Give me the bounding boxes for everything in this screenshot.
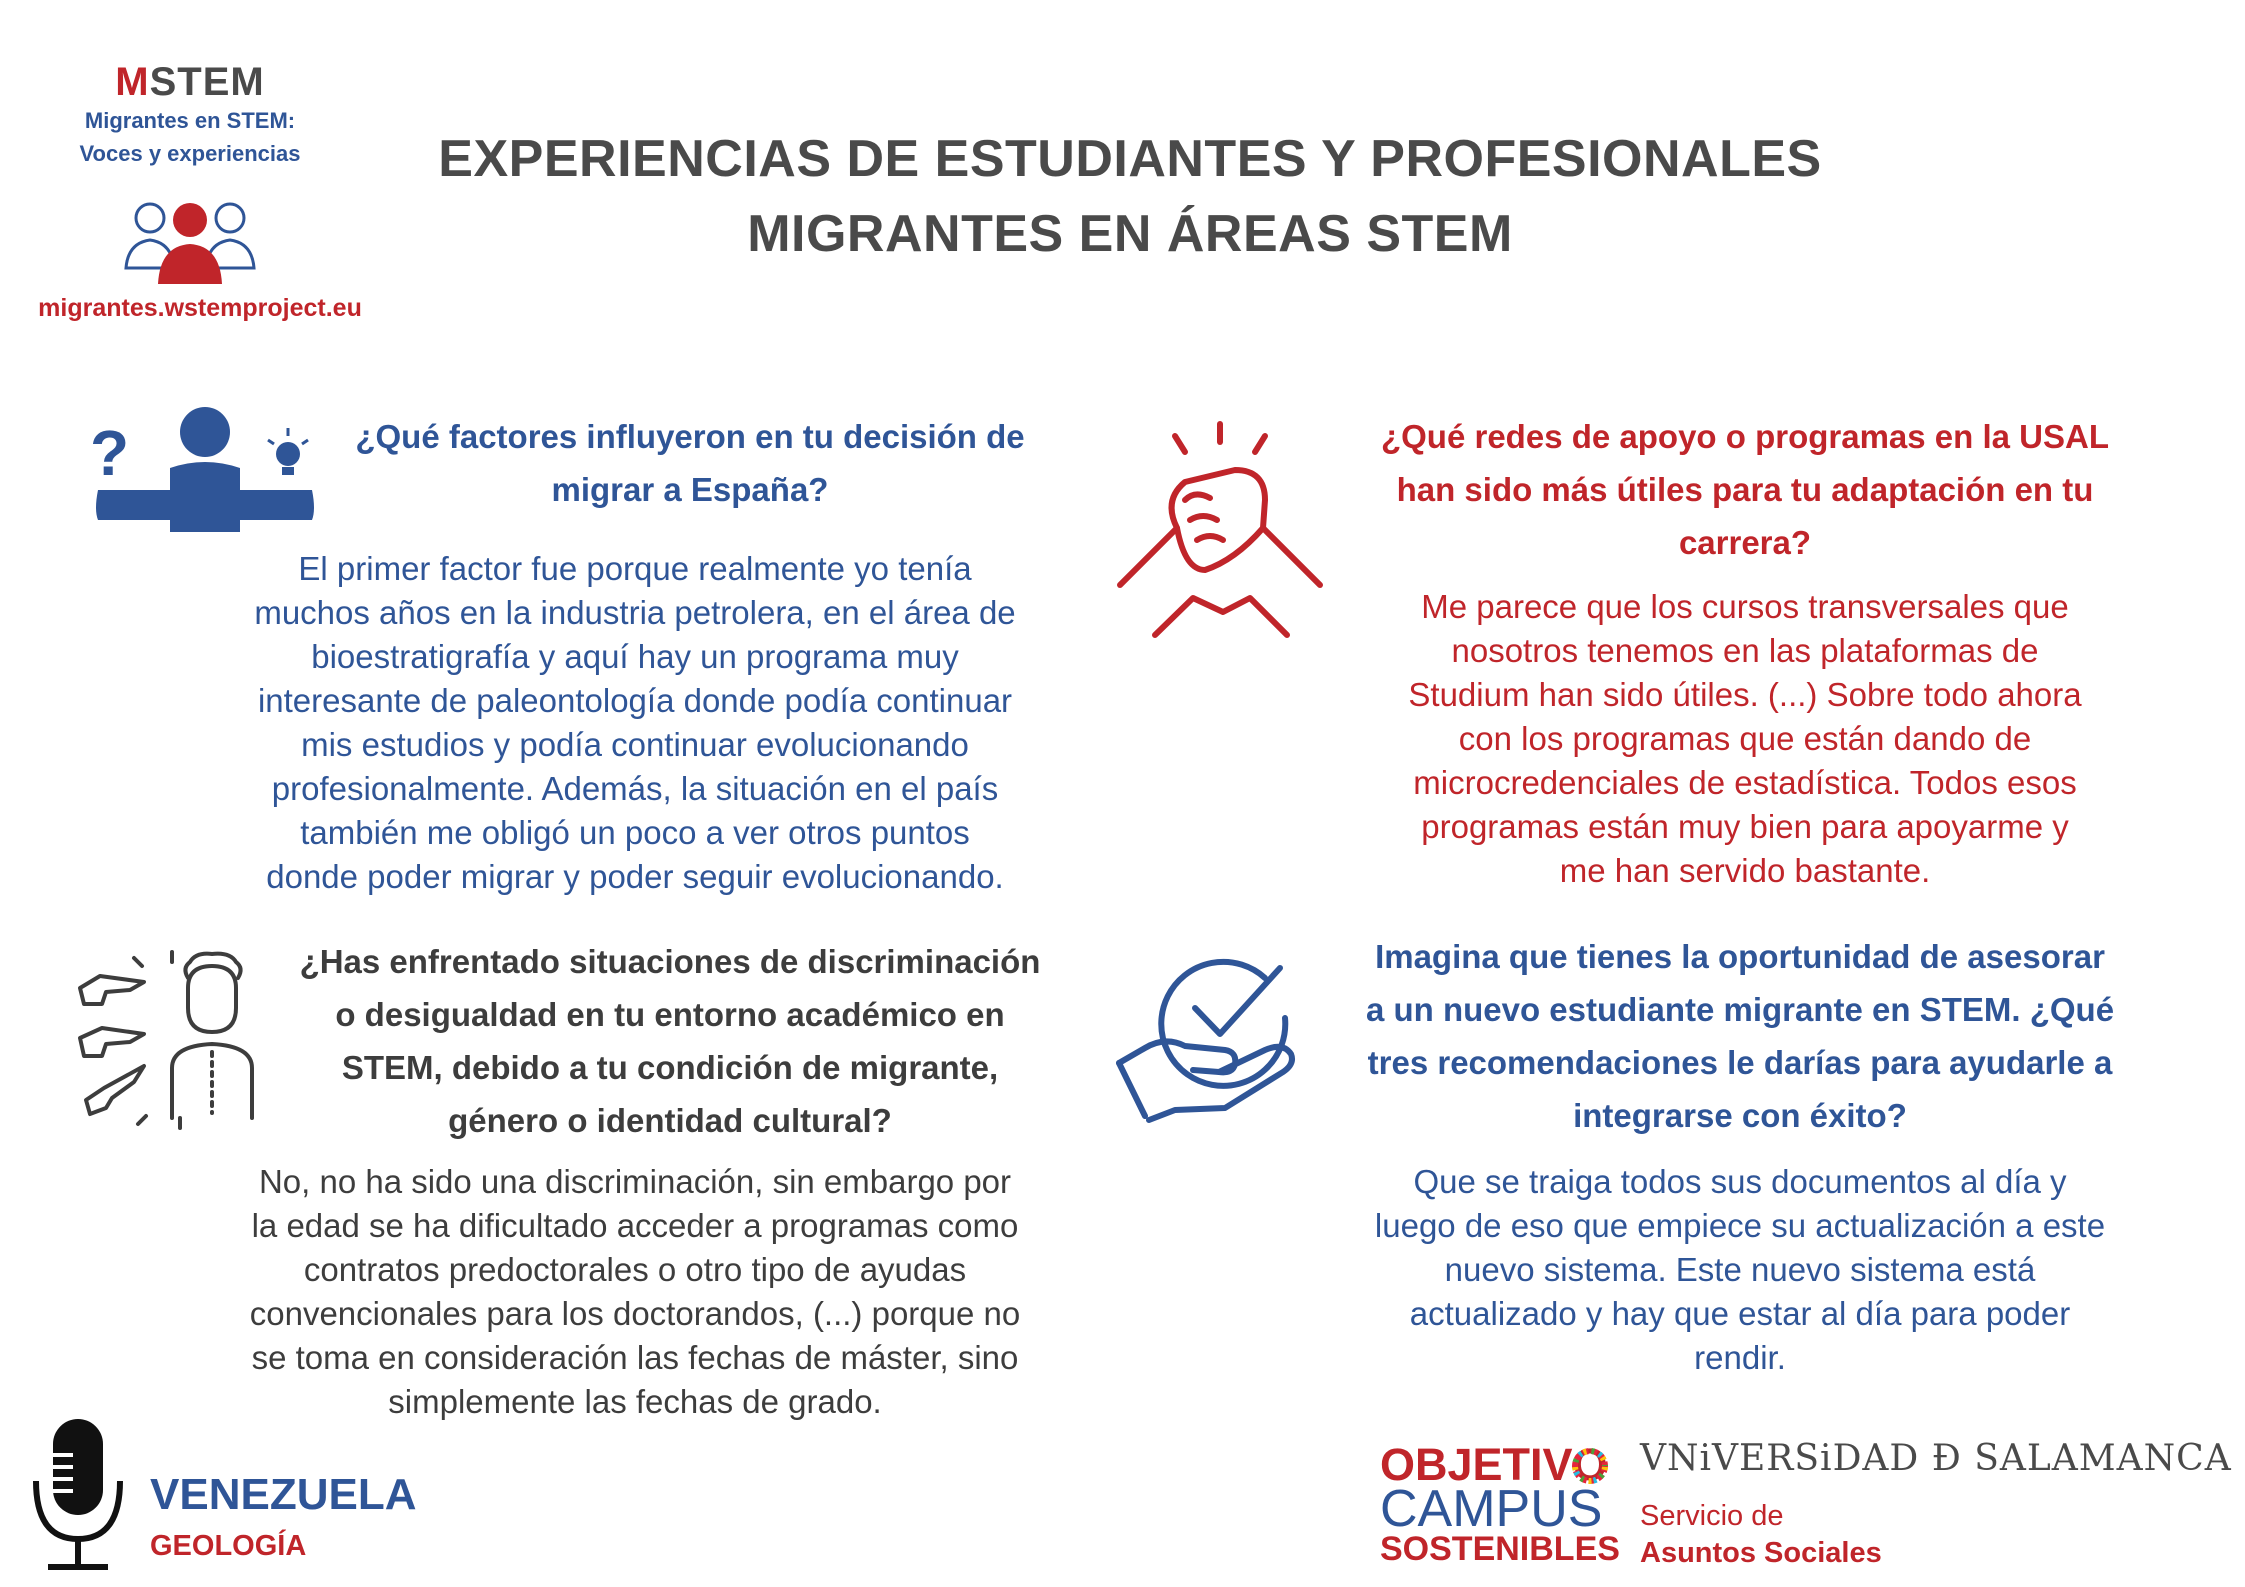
question-2: ¿Qué redes de apoyo o programas en la USAL han sido más útiles para tu adaptación en tu carrera?	[1380, 418, 2109, 561]
field-label: GEOLOGÍA	[150, 1530, 307, 1562]
person-thinking-icon	[90, 400, 320, 535]
country-label: VENEZUELA	[150, 1470, 417, 1519]
title-line-1: EXPERIENCIAS DE ESTUDIANTES Y PROFESIONALES	[438, 130, 1822, 188]
handshake-icon	[1115, 420, 1325, 640]
question-3: ¿Has enfrentado situaciones de discriminación o desigualdad en tu entorno académico en STEM, debido a tu condición de migrante, género o identidad cultural?	[299, 943, 1041, 1139]
logo-tagline-2: Voces y experiencias	[79, 141, 301, 166]
answer-1: El primer factor fue porque realmente yo tenía muchos años en la industria petrolera, en el área de bioestratigrafía y aquí hay un programa muy interesante de paleontología donde podía continuar mis estudios y podía continuar evolucionando profesionalmente. Además, la situación en el país también me obligó un poco a ver otros puntos donde poder migrar y poder seguir evolucionando.	[254, 550, 1016, 895]
mstem-logo	[20, 60, 360, 293]
question-4: Imagina que tienes la oportunidad de asesorar a un nuevo estudiante migrante en STEM. ¿Qué tres recomendaciones le darías para ayudarle a integrarse con éxito?	[1365, 938, 2115, 1134]
logo-brand: MSTEM	[115, 60, 265, 104]
answer-3: No, no ha sido una discriminación, sin embargo por la edad se ha dificultado acceder a programas como contratos predoctorales o otro tipo de ayudas convencionales para los doctorandos, (...) porque no se toma en consideración las fechas de máster, sino simplemente las fechas de grado.	[249, 1163, 1021, 1420]
sdg-wheel-icon	[1572, 1448, 1608, 1484]
pointing-fingers-icon	[72, 948, 262, 1138]
logo-tagline-1: Migrantes en STEM:	[84, 108, 296, 133]
svg-text:?: ?	[90, 417, 130, 489]
service-name: Servicio de Asuntos Sociales	[1640, 1500, 1882, 1569]
people-group-icon	[120, 188, 260, 288]
university-name: VNiVERSiDAD Ð SALAMANCA	[1640, 1438, 2232, 1479]
objetivo-campus-logo: OBJETIVO CAMPUS SOSTENIBLES	[1380, 1439, 1620, 1568]
title-line-2: MIGRANTES EN ÁREAS STEM	[747, 205, 1513, 263]
answer-4: Que se traiga todos sus documentos al día y luego de eso que empiece su actualización a este nuevo sistema. Este nuevo sistema está actualizado y hay que estar al día para poder rendir.	[1374, 1163, 2106, 1376]
microphone-icon	[28, 1415, 128, 1573]
hand-checkmark-icon	[1115, 938, 1315, 1123]
question-1: ¿Qué factores influyeron en tu decisión de migrar a España?	[355, 418, 1025, 508]
answer-2: Me parece que los cursos transversales que nosotros tenemos en las plataformas de Studium han sido útiles. (...) Sobre todo ahora con los programas que están dando de microcredenciales de estadística. Todos esos programas están muy bien para apoyarme y me han servido bastante.	[1408, 588, 2082, 889]
page-title	[400, 122, 1860, 272]
logo-url[interactable]: migrantes.wstemproject.eu	[38, 294, 362, 322]
